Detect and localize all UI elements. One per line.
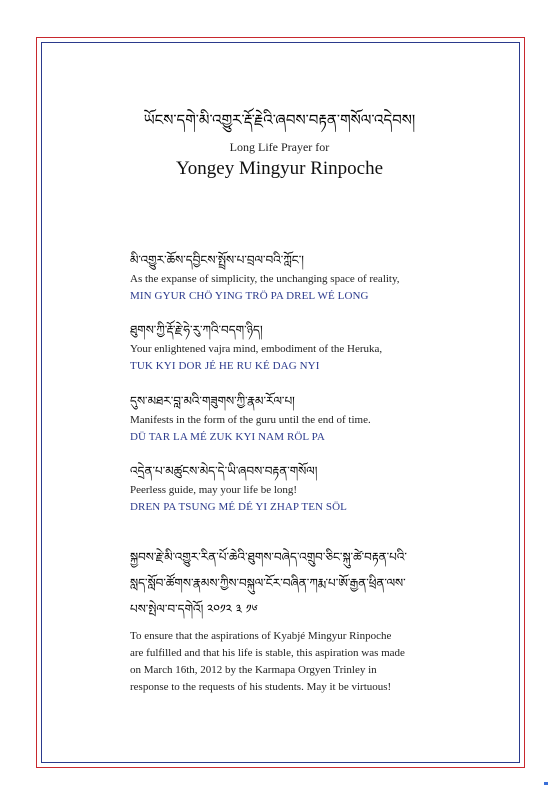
verse-english: Peerless guide, may your life be long!: [130, 484, 298, 496]
verse-tibetan: ཐུགས་ཀྱི་རྡོ་རྗེ་ཧེ་རུ་ཀའི་བདག་ཉིད།: [130, 323, 263, 337]
colophon-tibetan-line: སླད་སློབ་ཚོགས་རྣམས་ཀྱིས་བསྐུལ་ངོར་བཞིན་ཀརྨ་པ་ཨོ་རྒྱན་ཕྲིན་ལས་: [130, 576, 406, 590]
verse-english: Manifests in the form of the guru until the end of time.: [130, 414, 371, 426]
page-title: Yongey Mingyur Rinpoche: [175, 158, 384, 179]
colophon-english-line: response to the requests of his students. May it be virtuous!: [130, 681, 392, 693]
colophon-tibetan-line: པས་སྤེལ་བ་དགེའོ། ༢༠༡༢ ༣ ༡༦: [130, 602, 258, 616]
verse-1: [130, 250, 460, 303]
verse-transliteration: MIN GYUR CHÖ YING TRÖ PA DREL WÉ LONG: [130, 290, 369, 302]
colophon-english: [130, 628, 470, 696]
verse-tibetan: དུས་མཐར་བླ་མའི་གཟུགས་ཀྱི་རྣམ་རོལ་པ།: [130, 394, 295, 408]
verse-tibetan: མི་འགྱུར་ཆོས་དབྱིངས་སྤྲོས་པ་བྲལ་བའི་ཀློང་།: [130, 253, 304, 267]
colophon-english-line: are fulfilled and that his life is stable, this aspiration was made: [130, 647, 405, 659]
verse-3: [130, 391, 460, 444]
colophon: [130, 544, 470, 696]
verse-transliteration: DREN PA TSUNG MÉ DÉ YI ZHAP TEN SÖL: [130, 501, 348, 513]
verse-transliteration: DÜ TAR LA MÉ ZUK KYI NAM RÖL PA: [130, 431, 325, 443]
verse-2: [130, 320, 460, 373]
verse-4: [130, 461, 460, 514]
corner-mark: [544, 782, 548, 785]
verse-transliteration: TUK KYI DOR JÉ HE RU KÉ DAG NYI: [130, 360, 320, 372]
colophon-english-line: To ensure that the aspirations of Kyabjé Mingyur Rinpoche: [130, 630, 392, 642]
colophon-tibetan-line: སྐྱབས་རྗེ་མི་འགྱུར་རིན་པོ་ཆེའི་ཐུགས་བཞེད་འགྲུབ་ཅིང་སྐུ་ཚེ་བརྟན་པའི་: [130, 550, 407, 564]
colophon-english-line: on March 16th, 2012 by the Karmapa Orgyen Trinley in: [130, 664, 377, 676]
verse-tibetan: འདྲེན་པ་མཚུངས་མེད་དེ་ཡི་ཞབས་བརྟན་གསོལ།: [130, 464, 318, 478]
verse-english: Your enlightened vajra mind, embodiment of the Heruka,: [130, 343, 383, 355]
verse-english: As the expanse of simplicity, the unchanging space of reality,: [130, 273, 400, 285]
page-subtitle: Long Life Prayer for: [229, 140, 330, 154]
tibetan-title: ཡོངས་དགེ་མི་འགྱུར་རྡོ་རྗེའི་ཞབས་བརྟན་གསོལ་འདེབས།: [143, 111, 416, 129]
